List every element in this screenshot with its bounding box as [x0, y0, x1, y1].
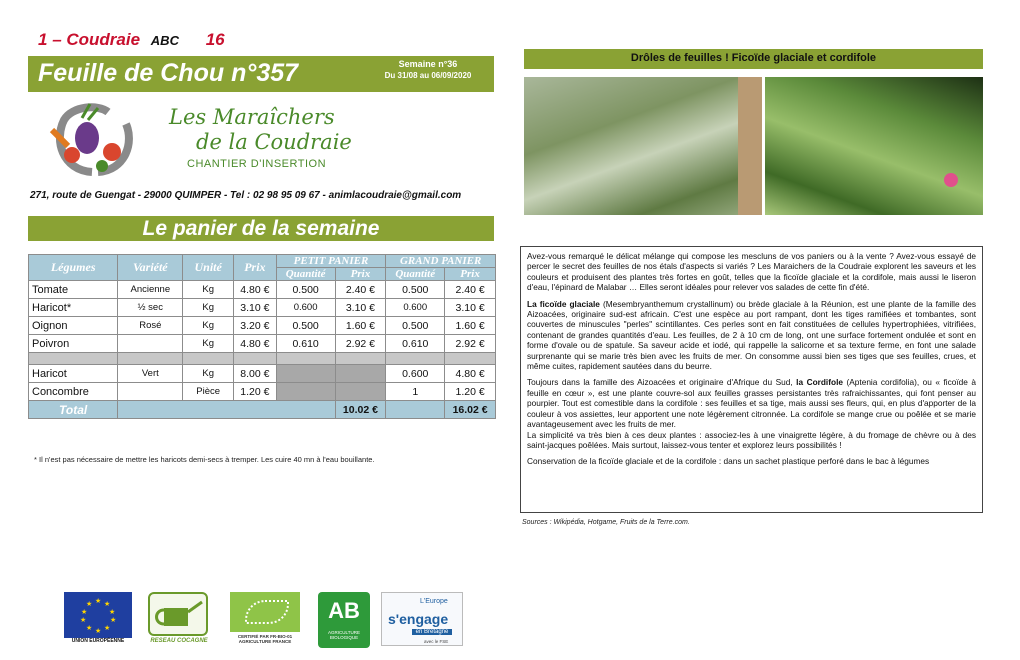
newsletter-banner — [28, 56, 494, 92]
header-variete: Variété — [118, 255, 183, 281]
cell-prix: 3.10 € — [234, 299, 277, 317]
header-unite: Unité — [183, 255, 234, 281]
header-grand-quantite: Quantité — [386, 268, 445, 281]
sources-line: Sources : Wikipédia, Hotgame, Fruits de la Terre.com. — [522, 519, 690, 526]
cell-legume: Poivron — [29, 335, 118, 353]
site-number: 1 — [38, 30, 48, 49]
wooden-board — [738, 77, 762, 215]
header-petit-quantite: Quantité — [276, 268, 335, 281]
article-title: Drôles de feuilles ! Ficoïde glaciale et cordifole — [630, 52, 877, 64]
cocagne-logo — [148, 592, 208, 636]
cell-variete — [118, 383, 183, 401]
eu-bio-label-line2: AGRICULTURE FRANCE — [238, 639, 292, 644]
cell-prix: 1.20 € — [234, 383, 277, 401]
table-row — [29, 383, 496, 401]
eu-label: UNION EUROPÉENNE — [71, 638, 125, 644]
cell-petit-quantite: 0.610 — [276, 335, 335, 353]
week-info — [368, 59, 488, 81]
site-line — [38, 30, 225, 50]
logo-line1: Les Maraîchers — [169, 105, 335, 129]
europe-sub-text: en Bretagne — [412, 629, 452, 635]
cell-petit-empty — [276, 383, 335, 401]
article-intro: Avez-vous remarqué le délicat mélange qui compose les mescluns de vos paniers ou à la vente ? Avez-vous essayé de percer le secret des feuilles de nos étals d'aspects si variés ? Les Maraichers de la Coudraie explorent les saveurs et les couleurs et produisent des plantes très fortes en goût, telles que la ficoïde glaciale et la cordifole, mais aussi le liseron d'eau, l'épinard de Malabar … Elles seront idéales pour relever vos salades de cette fin d'été. — [527, 251, 976, 293]
ab-mark: AB — [328, 598, 360, 623]
cell-legume: Tomate — [29, 281, 118, 299]
europe-top-text: L'Europe — [420, 598, 448, 605]
cell-petit-quantite: 0.500 — [276, 281, 335, 299]
basket-table — [28, 254, 496, 419]
cell-petit-prix: 2.40 € — [335, 281, 386, 299]
ficoide-text: (Mesembryanthemum crystallinum) ou brède glaciale à la Réunion, est une plante de la famille des Aizoacées, originaire sud-est africain. C'est une espèce au port rampant, dont les tiges ramifiées et tombantes, sont couvertes de minuscules "perles" scintillantes. Ces perles sont en fait constituées de cellules hypertrophiées, vitrifiées, contenant de grandes quantités d'eau. Les feuilles, de 2 à 10 cm de long, ont une surface fortement ondulée et sont en forme d'ovale ou de spatule. Sa saveur acide et iodé, qui rappelle la salicorne et sa texture ferme, en font une salade surprenante qui se marie très bien avec les fruits de mer. On consomme aussi bien ses tiges que ses feuilles, crues, et même cuites, rapidement sautées dans du beurre. — [527, 298, 976, 372]
total-grand: 16.02 € — [445, 401, 496, 419]
cocagne-label: RESEAU COCAGNE — [150, 638, 208, 644]
cell-legume: Haricot* — [29, 299, 118, 317]
article-text-box — [520, 246, 983, 513]
europe-main-text: s'engage — [388, 611, 449, 627]
cell-petit-prix: 1.60 € — [335, 317, 386, 335]
cell-prix: 8.00 € — [234, 365, 277, 383]
panier-title: Le panier de la semaine — [142, 217, 380, 240]
newsletter-title: Feuille de Chou n°357 — [38, 59, 299, 87]
cell-variete: Ancienne — [118, 281, 183, 299]
table-row — [29, 365, 496, 383]
flower-icon — [944, 173, 958, 187]
logo-line3: CHANTIER D'INSERTION — [187, 158, 327, 170]
ab-label-line1: AGRICULTURE — [328, 630, 360, 635]
logo-line2: de la Coudraie — [196, 130, 352, 154]
cordifole-text: (Aptenia cordifolia), ou « ficoïde à feuille en cœur », est une plante couvre-sol aux feuilles grasses persistantes très rafraichissantes, qui font penser au pourpier. Tout est comestible dans la cordifole : ses feuilles et sa tige, mais aussi ses fleurs, qui, en plus d'apporter de la couleur à vos assiettes, leur apportent une note légèrement citronnée. La cordifole se mange crue ou poêlée et se marie avantageusement avec les fruits de mer. — [527, 377, 976, 430]
cell-grand-prix: 2.92 € — [445, 335, 496, 353]
table-row — [29, 299, 496, 317]
table-separator-row — [29, 353, 496, 365]
cell-grand-quantite: 0.500 — [386, 281, 445, 299]
cell-petit-quantite: 0.600 — [276, 299, 335, 317]
eu-bio-label-line1: CERTIFIÉ PAR FR-BIO-01 — [237, 634, 293, 639]
cell-grand-prix: 1.20 € — [445, 383, 496, 401]
total-label: Total — [29, 401, 118, 419]
header-grand-prix: Prix — [445, 268, 496, 281]
site-count: 16 — [205, 30, 225, 49]
total-row — [29, 401, 496, 419]
table-row — [29, 281, 496, 299]
table-row — [29, 317, 496, 335]
eu-bio-label — [228, 634, 302, 644]
ab-label-line2: BIOLOGIQUE — [329, 635, 359, 640]
cell-grand-prix: 2.40 € — [445, 281, 496, 299]
header-petit-panier: PETIT PANIER — [276, 255, 386, 268]
maraichers-logo — [42, 100, 352, 178]
cell-grand-quantite: 0.600 — [386, 299, 445, 317]
article-banner — [524, 49, 983, 69]
cordifole-heading: la Cordifole — [796, 377, 843, 388]
cell-variete: Vert — [118, 365, 183, 383]
cell-legume: Concombre — [29, 383, 118, 401]
ab-label — [318, 630, 370, 640]
watering-can-icon — [150, 594, 206, 634]
cell-grand-prix: 3.10 € — [445, 299, 496, 317]
cordifole-photo — [765, 77, 983, 215]
cell-petit-quantite: 0.500 — [276, 317, 335, 335]
article-simplicity: La simplicité va très bien à ces deux plantes : associez-les à une vinaigrette légère, à du fromage de chèvre ou à des saint-jacques poêlées. Mais surtout, laissez-vous tenter et explorez leurs possibilités ! — [527, 429, 976, 450]
site-name: – Coudraie — [52, 30, 141, 49]
cell-petit-prix: 3.10 € — [335, 299, 386, 317]
cell-variete: ½ sec — [118, 299, 183, 317]
cordifole-intro: Toujours dans la famille des Aizoacées et originaire d'Afrique du Sud, — [527, 377, 797, 388]
site-code: ABC — [150, 33, 179, 48]
cell-legume: Oignon — [29, 317, 118, 335]
cell-unite: Kg — [183, 299, 234, 317]
article-ficoide — [527, 299, 976, 372]
cell-grand-prix: 1.60 € — [445, 317, 496, 335]
header-legumes: Légumes — [29, 255, 118, 281]
cell-grand-prix: 4.80 € — [445, 365, 496, 383]
cell-prix: 3.20 € — [234, 317, 277, 335]
cell-petit-empty — [276, 365, 335, 383]
table-row — [29, 335, 496, 353]
header-grand-panier: GRAND PANIER — [386, 255, 496, 268]
cell-grand-quantite: 0.600 — [386, 365, 445, 383]
cell-grand-quantite: 0.500 — [386, 317, 445, 335]
article-cordifole — [527, 377, 976, 429]
cell-legume: Haricot — [29, 365, 118, 383]
address-line: 271, route de Guengat - 29000 QUIMPER - Tel : 02 98 95 09 67 - animlacoudraie@gmail.com — [30, 190, 462, 201]
header-prix: Prix — [234, 255, 277, 281]
cell-prix: 4.80 € — [234, 335, 277, 353]
cell-unite: Kg — [183, 365, 234, 383]
cell-unite: Pièce — [183, 383, 234, 401]
week-dates: Du 31/08 au 06/09/2020 — [384, 71, 472, 80]
cell-petit-prix: 2.92 € — [335, 335, 386, 353]
total-petit: 10.02 € — [335, 401, 386, 419]
ficoide-heading: La ficoïde glaciale — [527, 298, 600, 309]
cell-variete: Rosé — [118, 317, 183, 335]
cell-petit-empty — [335, 365, 386, 383]
cell-prix: 4.80 € — [234, 281, 277, 299]
cell-grand-quantite: 0.610 — [386, 335, 445, 353]
cell-variete — [118, 335, 183, 353]
cell-unite: Kg — [183, 281, 234, 299]
cell-unite: Kg — [183, 335, 234, 353]
ficoide-photo — [524, 77, 762, 215]
cell-grand-quantite: 1 — [386, 383, 445, 401]
vegetables-horseshoe-icon — [42, 100, 142, 178]
eu-flag-logo: ★ ★ ★ ★ ★ ★ ★ ★ ★ ★ — [64, 592, 132, 638]
table-header-row — [29, 255, 496, 268]
cell-petit-empty — [335, 383, 386, 401]
week-label: Semaine n°36 — [398, 59, 458, 69]
article-conservation: Conservation de la ficoïde glaciale et de la cordifole : dans un sachet plastique perforé dans le bac à légumes — [527, 456, 930, 467]
europe-foot-text: avec le FSE — [424, 639, 449, 644]
haricot-note: * Il n'est pas nécessaire de mettre les haricots demi-secs à tremper. Les cuire 40 mn à l'eau bouillante. — [34, 455, 375, 464]
panier-banner — [28, 216, 494, 241]
cell-unite: Kg — [183, 317, 234, 335]
header-petit-prix: Prix — [335, 268, 386, 281]
